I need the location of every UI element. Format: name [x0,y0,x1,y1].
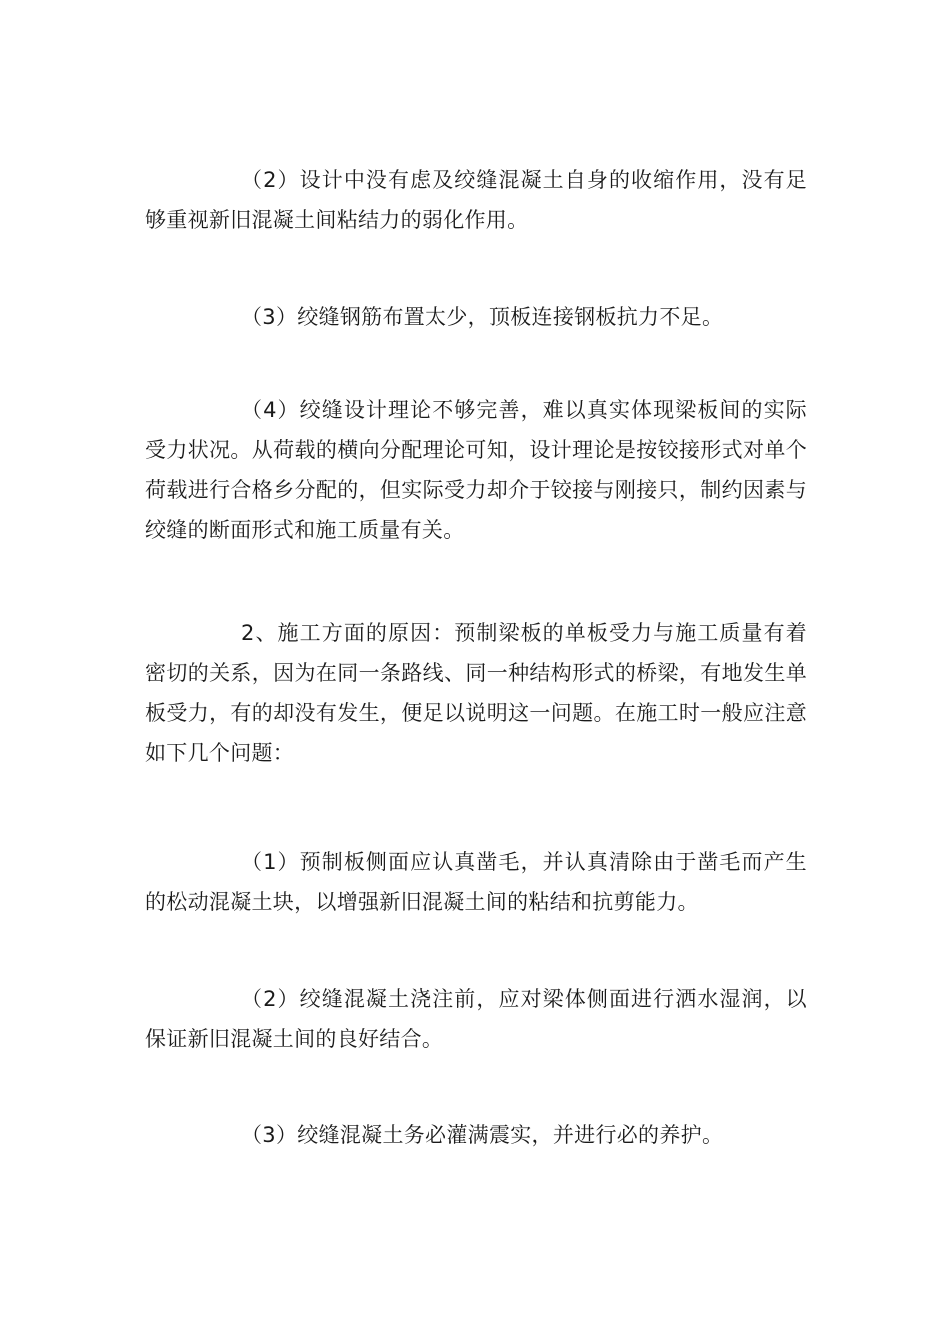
paragraph-roughen-surface: （1）预制板侧面应认真凿毛，并认真清除由于凿毛而产生的松动混凝土块，以增强新旧混凝土间的粘结和抗剪能力。 [145,850,807,914]
paragraph-fill-compact: （3）绞缝混凝土务必灌满震实，并进行必的养护。 [241,1123,724,1147]
paragraph-rebar-insufficient: （3）绞缝钢筋布置太少，顶板连接钢板抗力不足。 [241,305,724,329]
paragraph-design-theory: （4）绞缝设计理论不够完善，难以真实体现梁板间的实际受力状况。从荷载的横向分配理论可知，设计理论是按铰接形式对单个荷载进行合格乡分配的，但实际受力却介于铰接与刚接只，制约因素与绞缝的断面形式和施工质量有关。 [145,398,807,542]
paragraph-construction-causes: 2、施工方面的原因：预制梁板的单板受力与施工质量有着密切的关系，因为在同一条路线、同一种结构形式的桥梁，有地发生单板受力，有的却没有发生，便足以说明这一问题。在施工时一般应注意如下几个问题： [145,621,807,765]
paragraph-design-shrinkage: （2）设计中没有虑及绞缝混凝土自身的收缩作用，没有足够重视新旧混凝土间粘结力的弱化作用。 [145,168,807,232]
paragraph-wet-surface: （2）绞缝混凝土浇注前，应对梁体侧面进行洒水湿润，以保证新旧混凝土间的良好结合。 [145,987,807,1051]
